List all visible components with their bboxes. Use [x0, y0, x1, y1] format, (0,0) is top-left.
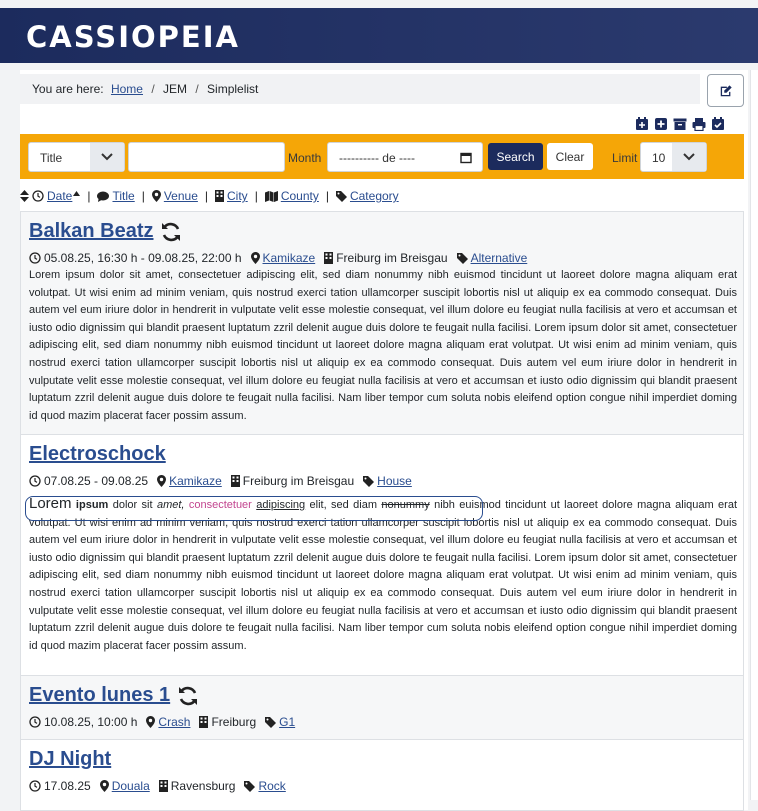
search-button[interactable]: Search [488, 143, 543, 170]
map-marker-icon [152, 190, 161, 202]
site-brand[interactable]: CASSIOPEIA [26, 20, 240, 54]
breadcrumb-current: Simplelist [207, 82, 259, 96]
building-icon [159, 780, 168, 792]
event-date: 05.08.25, 16:30 h - 09.08.25, 22:00 h [44, 251, 242, 265]
event-city: Ravensburg [170, 779, 236, 793]
event-category[interactable]: House [377, 474, 412, 488]
sort-county[interactable]: County [280, 189, 319, 203]
event-category[interactable]: Rock [258, 779, 286, 793]
clock-icon [29, 475, 41, 487]
list-item [21, 740, 743, 811]
list-item [21, 212, 743, 434]
desc-word: amet, [156, 499, 185, 511]
recurring-icon [177, 685, 199, 712]
clock-icon [29, 780, 41, 792]
event-list [20, 211, 744, 811]
event-date: 10.08.25, 10:00 h [44, 715, 138, 729]
event-title[interactable]: Balkan Beatz [29, 220, 154, 242]
main-content [20, 70, 748, 810]
event-city: Freiburg im Breisgau [242, 474, 355, 488]
archive-icon[interactable] [673, 117, 687, 131]
sort-bar [20, 187, 399, 205]
breadcrumb-jem: JEM [163, 82, 188, 96]
desc-word: nonummy [381, 499, 430, 511]
divider: | [87, 189, 91, 203]
sort-icon [20, 190, 29, 202]
event-title[interactable]: DJ Night [29, 748, 112, 770]
text-highlight-box [25, 496, 483, 521]
desc-word: nibh [434, 499, 455, 511]
sort-asc-icon [73, 191, 80, 196]
event-venue[interactable]: Crash [158, 715, 191, 729]
sort-venue[interactable]: Venue [163, 189, 198, 203]
filter-field-value: Title [40, 151, 63, 165]
event-title[interactable]: Electroschock [29, 443, 166, 465]
desc-word: adipiscing [256, 499, 306, 511]
filter-field-select[interactable] [28, 142, 125, 172]
tag-icon [363, 476, 374, 487]
month-input[interactable] [327, 142, 483, 172]
event-city: Freiburg [211, 715, 257, 729]
site-header [0, 8, 758, 63]
breadcrumb-separator: / [195, 82, 199, 96]
map-marker-icon [100, 780, 109, 792]
map-icon [265, 191, 278, 202]
event-city: Freiburg im Breisgau [336, 251, 448, 265]
limit-value: 10 [652, 151, 666, 165]
event-venue[interactable]: Kamikaze [169, 474, 222, 488]
breadcrumb-home[interactable]: Home [110, 82, 143, 96]
edit-button[interactable] [707, 74, 744, 107]
event-meta [29, 779, 286, 793]
sort-date[interactable]: Date [47, 189, 73, 203]
map-marker-icon [146, 716, 155, 728]
event-venue[interactable]: Douala [111, 779, 150, 793]
event-venue[interactable]: Kamikaze [262, 251, 316, 265]
chevron-down-icon [90, 143, 124, 171]
clock-icon [29, 716, 41, 728]
clock-icon [29, 252, 41, 264]
map-marker-icon [157, 475, 166, 487]
divider: | [141, 189, 145, 203]
divider: | [204, 189, 209, 203]
breadcrumb-prefix: You are here: [32, 82, 104, 96]
month-input-placeholder: ---------- de ---- [339, 151, 415, 165]
event-description-text: euismod tincidunt ut laoreet dolore magna aliquam erat volutpat. Ut wisi enim ad minim veniam, quis nostrud exerci tation ullamcorper suscipit lobortis nisl ut aliquip ex ea commodo consequat. Duis autem vel eum iriure dolor in hendrerit in vulputate velit esse molestie consequat, vel illum dolore eu feugiat nulla facilisis at vero et accumsan et iusto odio dignissim qui blandit praesent luptatum zzril delenit augue duis dolore te feugait nulla facilisi. Lorem ipsum dolor sit amet, consectetuer adipiscing elit, sed diam nonummy nibh euismod tincidunt ut laoreet dolore magna aliquam erat volutpat. Ut wisi enim ad minim veniam, quis nostrud exerci tation ullamcorper suscipit lobortis nisl ut aliquip ex ea commodo consequat. Duis autem vel eum iriure dolor in hendrerit in vulputate velit esse molestie consequat, vel illum dolore eu feugiat nulla facilisis at vero et accumsan et iusto odio dignissim qui blandit praesent luptatum zzril delenit augue duis dolore te feugait nulla facilisi. Nam liber tempor cum soluta nobis eleifend option congue nihil imperdiet doming id quod mazim placerat facer possim assum. [29, 499, 738, 652]
tag-icon [265, 717, 276, 728]
breadcrumb-separator: / [151, 82, 155, 96]
sort-city[interactable]: City [227, 189, 248, 203]
desc-word: elit, sed diam [309, 499, 378, 511]
event-title[interactable]: Evento lunes 1 [29, 684, 171, 706]
building-icon [199, 716, 208, 728]
calendar-icon [460, 151, 472, 169]
list-item [21, 676, 743, 739]
desc-word: Lorem [29, 495, 72, 512]
breadcrumb [20, 74, 700, 104]
desc-word: dolor sit [112, 499, 153, 511]
event-description: Lorem ipsum dolor sit amet, consectetuer adipiscing elit, sed diam nonummy nibh euismod tincidunt ut laoreet dolore magna aliquam erat volutpat. Ut wisi enim ad minim veniam, quis nostrud exerci tation ullamcorper suscipit lobortis nisl ut aliquip ex ea commodo consequat. Duis autem vel eum iriure dolor in hendrerit in vulputate velit esse molestie consequat, vel illum dolore eu feugiat nulla facilisis at vero et accumsan et iusto odio dignissim qui blandit praesent luptatum zzril delenit augue duis dolore te feugait nulla facilisi. Lorem ipsum dolor sit amet, consectetuer adipiscing elit, sed diam nonummy nibh euismod tincidunt ut laoreet dolore magna aliquam erat volutpat. Ut wisi enim ad minim veniam, quis nostrud exerci tation ullamcorper suscipit lobortis nisl ut aliquip ex ea commodo consequat. Duis autem vel eum iriure dolor in hendrerit in vulputate velit esse molestie consequat, vel illum dolore eu feugiat nulla facilisis at vero et accumsan et iusto odio dignissim qui blandit praesent luptatum zzril delenit augue duis dolore te feugait nulla facilisi. Nam liber tempor cum soluta nobis eleifend option congue nihil imperdiet doming id quod mazim placerat facer possim assum. [29, 269, 737, 422]
edit-icon [719, 84, 733, 98]
map-marker-icon [251, 252, 260, 264]
event-date: 17.08.25 [44, 779, 91, 793]
event-meta [29, 474, 412, 488]
desc-word: ipsum [75, 499, 109, 511]
limit-select[interactable] [640, 142, 707, 172]
right-strip [750, 70, 758, 800]
event-meta [29, 715, 295, 729]
toolbar-icons [635, 117, 725, 133]
recurring-icon [160, 221, 182, 248]
comment-icon [97, 191, 109, 202]
sort-category[interactable]: Category [349, 189, 399, 203]
divider: | [254, 189, 258, 203]
building-icon [324, 252, 333, 264]
event-category[interactable]: G1 [279, 715, 296, 729]
calendar-check-icon[interactable] [711, 117, 725, 131]
add-icon[interactable] [654, 117, 668, 131]
clock-icon [32, 190, 44, 202]
tag-icon [244, 781, 255, 792]
desc-word: consectetuer [188, 499, 252, 511]
filter-bar [20, 134, 744, 179]
event-category[interactable]: Alternative [470, 251, 528, 265]
tag-icon [336, 191, 347, 202]
divider: | [325, 189, 329, 203]
building-icon [231, 475, 240, 487]
limit-label: Limit [612, 151, 638, 165]
event-description [29, 495, 737, 655]
event-meta [29, 251, 527, 265]
sort-title[interactable]: Title [112, 189, 135, 203]
tag-icon [457, 253, 468, 264]
calendar-add-icon[interactable] [635, 117, 649, 131]
list-item [21, 435, 743, 675]
event-date: 07.08.25 - 09.08.25 [44, 474, 149, 488]
month-label: Month [288, 151, 322, 165]
search-input[interactable] [128, 142, 285, 172]
top-strip [0, 0, 758, 8]
clear-button[interactable]: Clear [547, 143, 593, 170]
building-icon [215, 190, 224, 202]
chevron-down-icon [672, 143, 706, 171]
print-icon[interactable] [692, 117, 706, 131]
